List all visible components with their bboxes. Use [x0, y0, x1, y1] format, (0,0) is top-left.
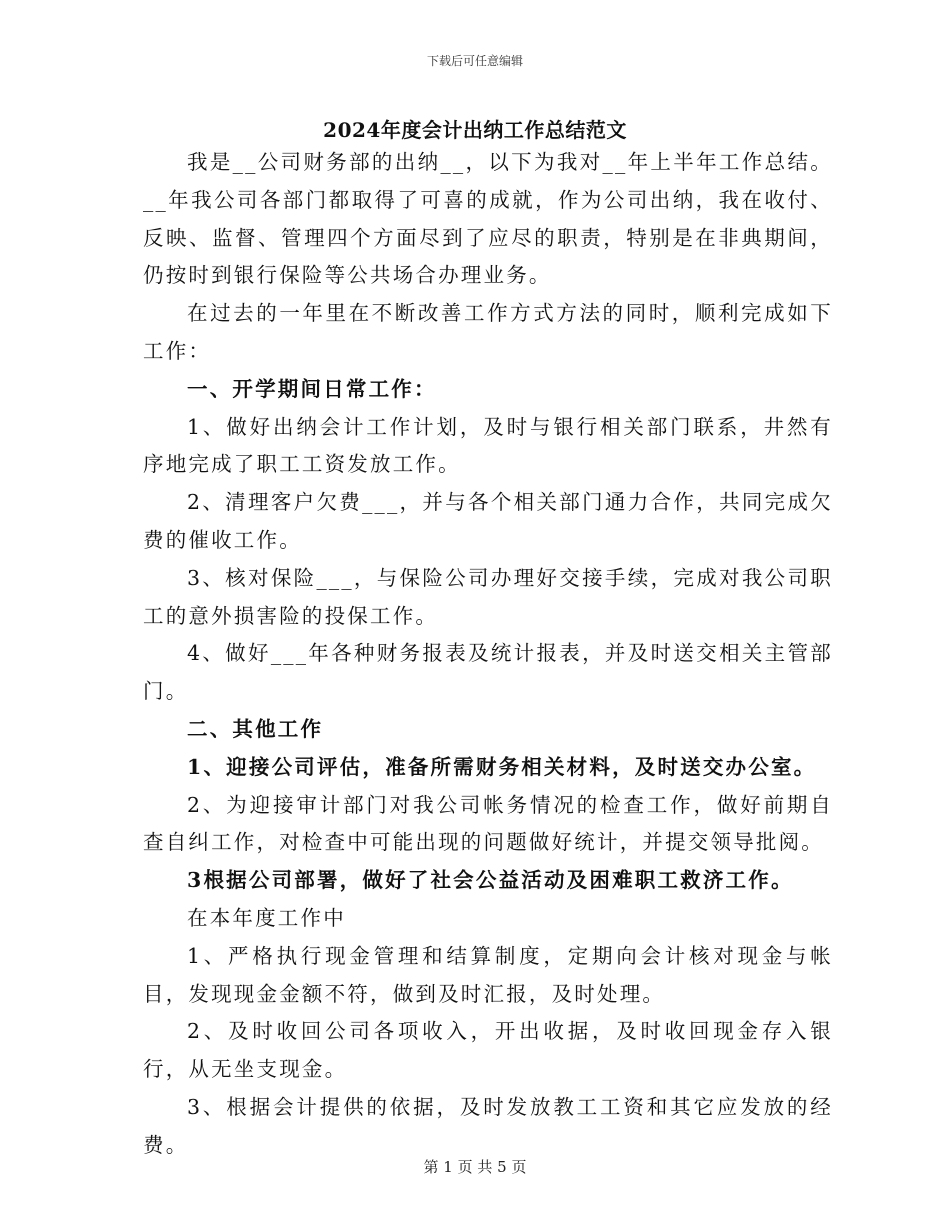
- list-item: 3、根据会计提供的依据，及时发放教工工资和其它应发放的经费。: [143, 1094, 833, 1157]
- list-item: 1、严格执行现金管理和结算制度，定期向会计核对现金与帐目，发现现金金额不符，做到及时汇报，及时处理。: [143, 943, 833, 1006]
- list-item-bold: 3根据公司部署，做好了社会公益活动及困难职工救济工作。: [187, 868, 794, 893]
- list-item-bold: 1、迎接公司评估，准备所需财务相关材料，及时送交办公室。: [187, 754, 817, 779]
- header-note: 下载后可任意编辑: [426, 54, 523, 68]
- page-footer: 第 1 页 共 5 页: [423, 1158, 527, 1176]
- list-item: 4、做好___年各种财务报表及统计报表，并及时送交相关主管部门。: [143, 641, 833, 704]
- paragraph-overview: 在过去的一年里在不断改善工作方式方法的同时，顺利完成如下工作：: [143, 301, 833, 363]
- section-heading-1: 一、开学期间日常工作：: [187, 376, 437, 401]
- list-item: 3、核对保险___，与保险公司办理好交接手续，完成对我公司职工的意外损害险的投保工作。: [143, 565, 833, 628]
- list-item: 1、做好出纳会计工作计划，及时与银行相关部门联系，井然有序地完成了职工工资发放工作。: [143, 414, 833, 477]
- list-item: 2、清理客户欠费___，并与各个相关部门通力合作，共同完成欠费的催收工作。: [143, 490, 833, 552]
- list-item: 2、及时收回公司各项收入，开出收据，及时收回现金存入银行，从无坐支现金。: [143, 1019, 833, 1082]
- document-title: 2024年度会计出纳工作总结范文: [323, 118, 627, 142]
- section-heading-2: 二、其他工作: [187, 716, 324, 741]
- document-body: [143, 144, 833, 1165]
- list-item: 2、为迎接审计部门对我公司帐务情况的检查工作，做好前期自查自纠工作，对检查中可能出现的问题做好统计，并提交领导批阅。: [143, 792, 833, 855]
- subsection-intro: 在本年度工作中: [187, 905, 346, 930]
- paragraph-intro: 我是__公司财务部的出纳__，以下为我对__年上半年工作总结。__年我公司各部门都取得了可喜的成就，作为公司出纳，我在收付、反映、监督、管理四个方面尽到了应尽的职责，特别是在非典期间，仍按时到银行保险等公共场合办理业务。: [143, 150, 833, 288]
